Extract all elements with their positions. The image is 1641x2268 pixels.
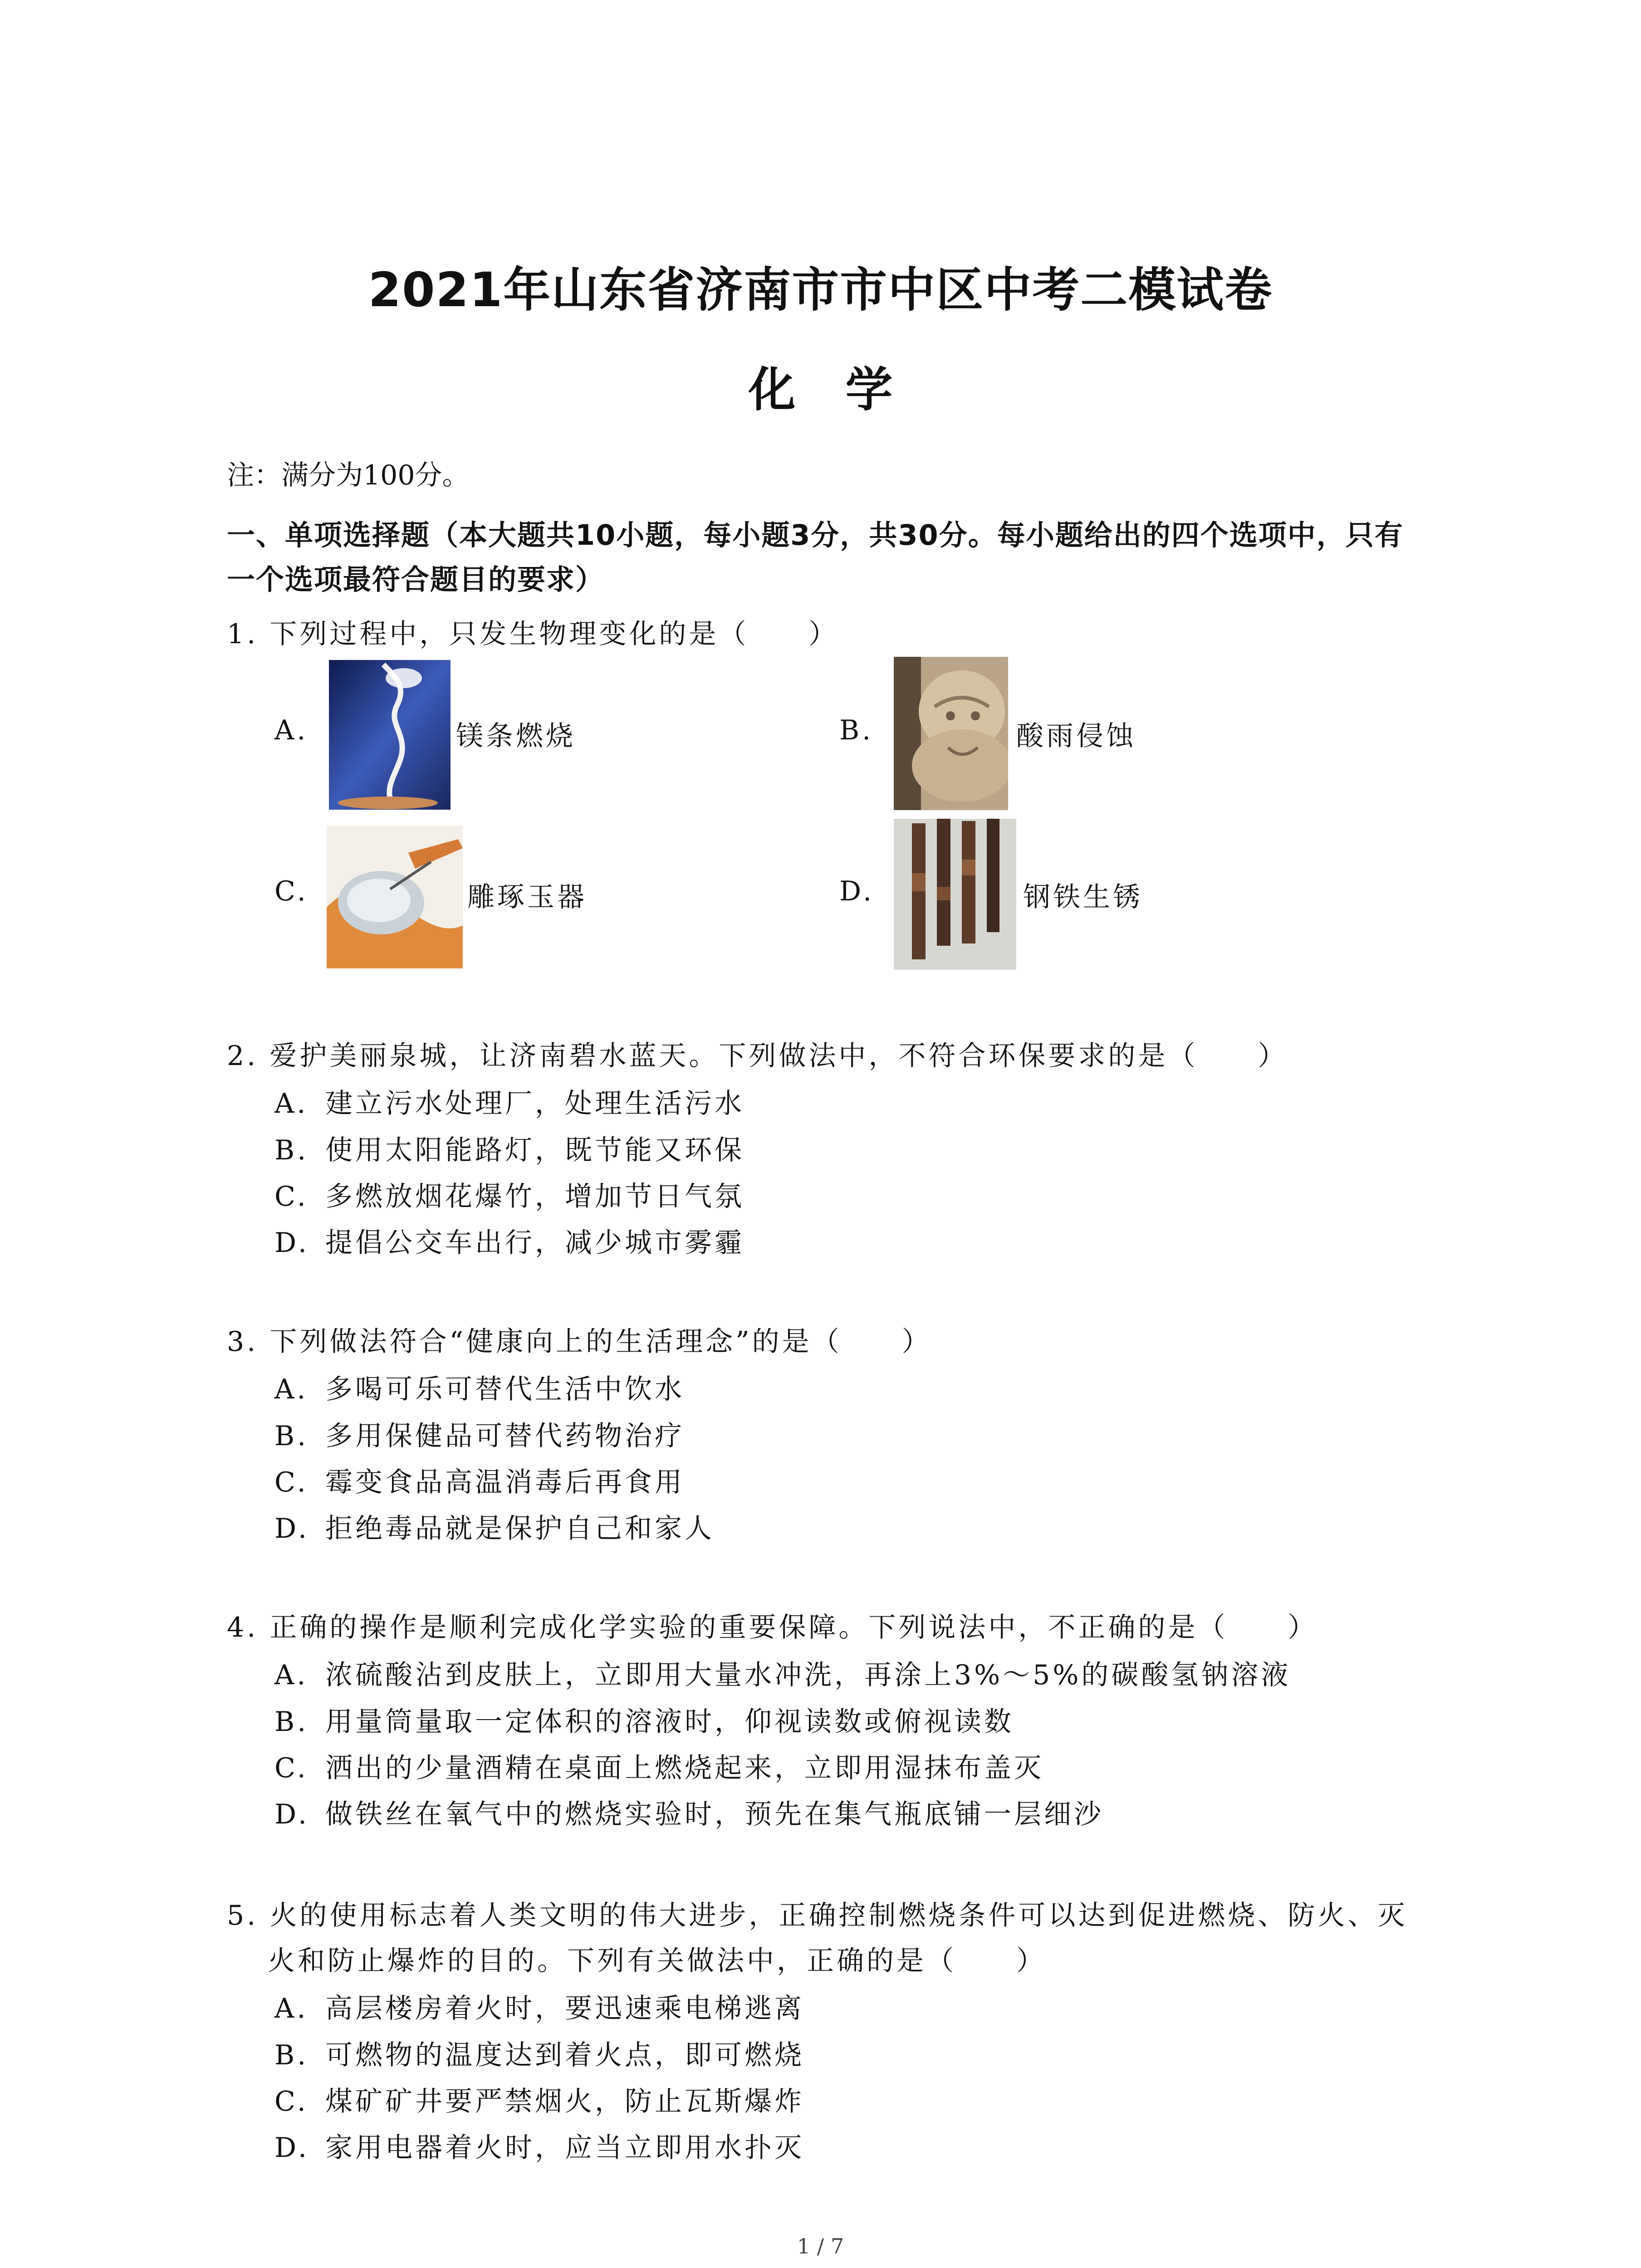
question-3-stem: 3. 下列做法符合“健康向上的生活理念”的是（ ） [227,1326,932,1358]
page-number: 1 / 7 [797,2234,844,2258]
q4-option-c: C. 洒出的少量酒精在桌面上燃烧起来，立即用湿抹布盖灭 [274,1752,1044,1784]
q5-option-d: D. 家用电器着火时，应当立即用水扑灭 [274,2132,804,2164]
question-1-stem: 1. 下列过程中，只发生物理变化的是（ ） [227,618,839,650]
q3-option-b: B. 多用保健品可替代药物治疗 [274,1420,685,1452]
q5-option-a: A. 高层楼房着火时，要迅速乘电梯逃离 [274,1993,804,2024]
section-heading-line1: 一、单项选择题（本大题共10小题，每小题3分，共30分。每小题给出的四个选项中，只有 [227,518,1404,552]
rusted-iron-nails-photo [894,819,1016,970]
subject-title: 化学 [748,362,943,417]
question-2-stem: 2. 爱护美丽泉城，让济南碧水蓝天。下列做法中，不符合环保要求的是（ ） [227,1040,1288,1072]
q4-option-a: A. 浓硫酸沾到皮肤上，立即用大量水冲洗，再涂上3%～5%的碳酸氢钠溶液 [274,1659,1291,1691]
magnesium-burning-photo [329,660,451,810]
question-5-stem-line2: 火和防止爆炸的目的。下列有关做法中，正确的是（ ） [268,1945,1046,1977]
q1-option-b-text: 酸雨侵蚀 [1016,720,1136,752]
q2-option-c: C. 多燃放烟花爆竹，增加节日气氛 [274,1181,745,1212]
q5-option-b: B. 可燃物的温度达到着火点，即可燃烧 [274,2039,804,2071]
question-4-stem: 4. 正确的操作是顺利完成化学实验的重要保障。下列说法中，不正确的是（ ） [227,1612,1318,1643]
q1-option-c-label: C. [274,875,309,907]
q4-option-b: B. 用量筒量取一定体积的溶液时，仰视读数或俯视读数 [274,1706,1014,1738]
q2-option-d: D. 提倡公交车出行，减少城市雾霾 [274,1227,745,1259]
q4-option-d: D. 做铁丝在氧气中的燃烧实验时，预先在集气瓶底铺一层细沙 [274,1799,1104,1830]
q1-option-a-text: 镁条燃烧 [456,720,576,752]
q2-option-a: A. 建立污水处理厂，处理生活污水 [274,1088,745,1119]
q2-option-b: B. 使用太阳能路灯，既节能又环保 [274,1134,745,1166]
jade-carving-photo [327,826,463,968]
q1-option-b-label: B. [839,714,874,746]
q1-option-a-label: A. [274,714,309,746]
q1-option-c-text: 雕琢玉器 [467,881,587,913]
q5-option-c: C. 煤矿矿井要严禁烟火，防止瓦斯爆炸 [274,2086,804,2117]
acid-rain-eroded-statue-photo [894,657,1008,810]
q3-option-a: A. 多喝可乐可替代生活中饮水 [274,1374,685,1405]
page-title: 2021年山东省济南市市中区中考二模试卷 [368,262,1273,318]
question-5-stem-line1: 5. 火的使用标志着人类文明的伟大进步，正确控制燃烧条件可以达到促进燃烧、防火、灭 [227,1900,1408,1931]
score-note: 注：满分为100分。 [227,459,470,491]
q3-option-c: C. 霉变食品高温消毒后再食用 [274,1466,685,1498]
q1-option-d-text: 钢铁生锈 [1023,881,1143,913]
q1-option-d-label: D. [839,875,875,907]
section-heading-line2: 一个选项最符合题目的要求） [227,563,605,596]
q3-option-d: D. 拒绝毒品就是保护自己和家人 [274,1513,715,1545]
